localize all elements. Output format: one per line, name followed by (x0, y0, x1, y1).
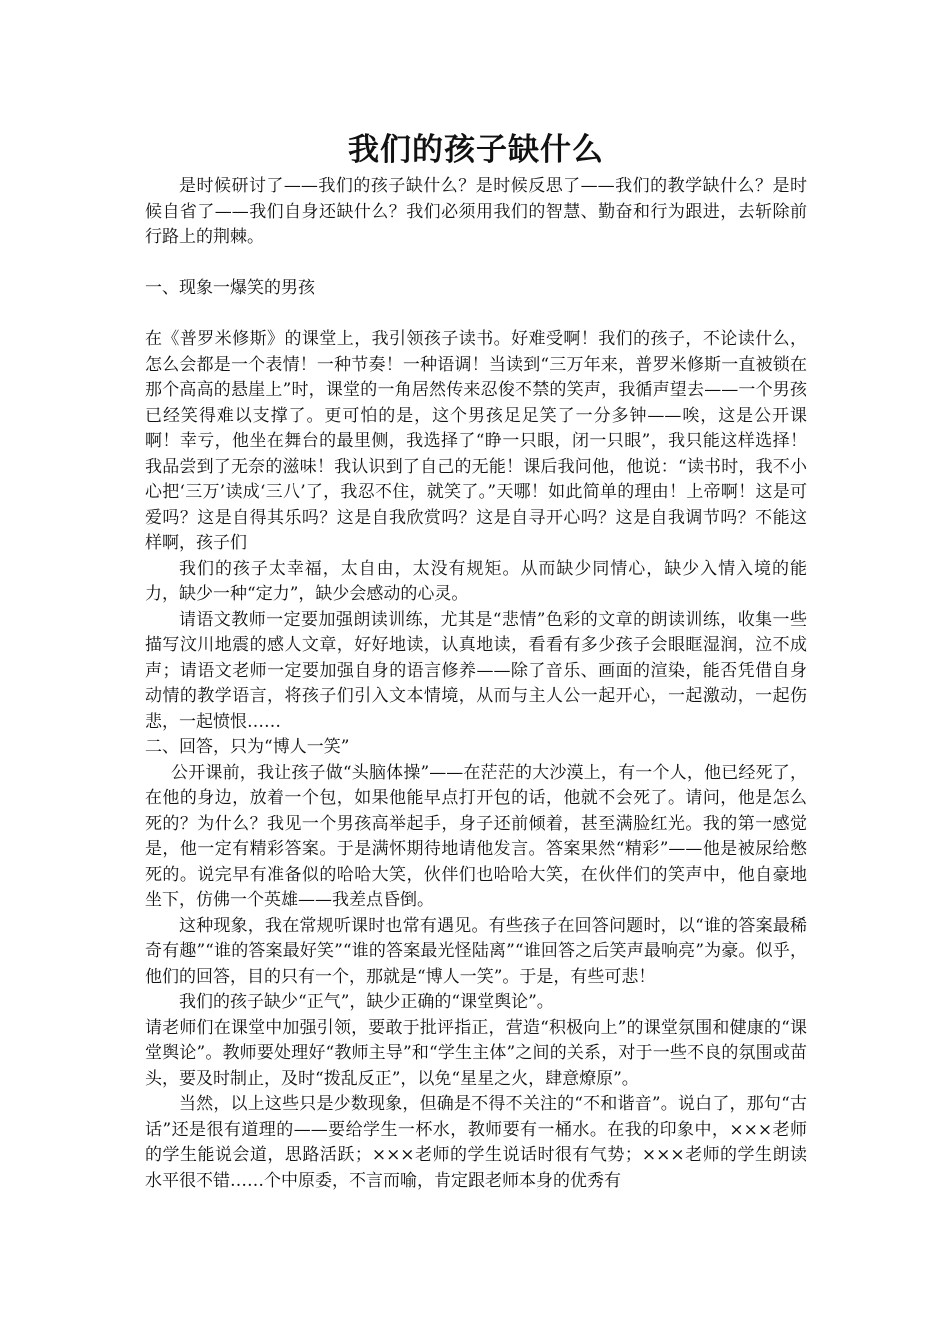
document-title: 我们的孩子缺什么 (348, 132, 604, 168)
body-paragraph: 公开课前，我让孩子做“头脑体操”——在茫茫的大沙漠上，有一个人，他已经死了，在他的身边，放着一个包，如果他能早点打开包的话，他就不会死了。请问，他是怎么死的？为什么？我见一个男孩高举起手，身子还前倾着，甚至满脸红光。我的第一感觉是，他一定有精彩答案。于是满怀期待地请他发言。答案果然“精彩”——他是被尿给憋死的。说完早有准备似的哈哈大笑，伙伴们也哈哈大笑，在伙伴们的笑声中，他自豪地坐下，仿佛一个英雄——我差点昏倒。 (145, 762, 807, 910)
document-page (145, 126, 807, 1194)
body-paragraph: 我们的孩子缺少“正气”，缺少正确的“课堂舆论”。 (179, 992, 554, 1012)
body-paragraph: 请老师们在课堂中加强引领，要敢于批评指正，营造“积极向上”的课堂氛围和健康的“课堂舆论”。教师要处理好“教师主导”和“学生主体”之间的关系，对于一些不良的氛围或苗头，要及时制止，及时“拨乱反正”，以免“星星之火，肆意燎原”。 (145, 1017, 807, 1089)
section-heading-1: 一、现象一爆笑的男孩 (145, 278, 315, 298)
blank-line (145, 302, 807, 328)
body-paragraph: 当然，以上这些只是少数现象，但确是不得不关注的“不和谐音”。说白了，那句“古话”还是很有道理的——要给学生一杯水，教师要有一桶水。在我的印象中，×××老师的学生能说会道，思路活跃；×××老师的学生说话时很有气势；×××老师的学生朗读水平很不错……个中原委，不言而喻，肯定跟老师本身的优秀有 (145, 1094, 807, 1191)
blank-line (145, 251, 807, 277)
intro-paragraph: 是时候研讨了——我们的孩子缺什么？是时候反思了——我们的教学缺什么？是时候自省了——我们自身还缺什么？我们必须用我们的智慧、勤奋和行为跟进，去斩除前行路上的荆棘。 (145, 176, 807, 247)
body-paragraph: 这种现象，我在常规听课时也常有遇见。有些孩子在回答问题时，以“谁的答案最稀奇有趣”“谁的答案最好笑”“谁的答案最光怪陆离”“谁回答之后笑声最响亮”为豪。似乎，他们的回答，目的只有一个，那就是“博人一笑”。于是，有些可悲！ (145, 915, 807, 987)
body-paragraph: 请语文教师一定要加强朗读训练，尤其是“悲情”色彩的文章的朗读训练，收集一些描写汶川地震的感人文章，好好地读，认真地读，看看有多少孩子会眼眶湿润，泣不成声；请语文老师一定要加强自身的语言修养——除了音乐、画面的渲染，能否凭借自身动情的教学语言，将孩子们引入文本情境，从而与主人公一起开心，一起激动，一起伤悲，一起愤恨…… (145, 609, 807, 732)
body-paragraph: 在《普罗米修斯》的课堂上，我引领孩子读书。好难受啊！我们的孩子，不论读什么，怎么会都是一个表情！一种节奏！一种语调！当读到“三万年来，普罗米修斯一直被锁在那个高高的悬崖上”时，课堂的一角居然传来忍俊不禁的笑声，我循声望去——一个男孩已经笑得难以支撑了。更可怕的是，这个男孩足足笑了一分多钟——唉，这是公开课啊！幸亏，他坐在舞台的最里侧，我选择了“睁一只眼，闭一只眼”，我只能这样选择！我品尝到了无奈的滋味！我认识到了自己的无能！课后我问他，他说：“读书时，我不小心把‘三万’读成‘三八’了，我忍不住，就笑了。”天哪！如此简单的理由！上帝啊！这是可爱吗？这是自得其乐吗？这是自我欣赏吗？这是自寻开心吗？这是自我调节吗？不能这样啊，孩子们 (145, 329, 807, 553)
body-paragraph: 我们的孩子太幸福，太自由，太没有规矩。从而缺少同情心，缺少入情入境的能力，缺少一种“定力”，缺少会感动的心灵。 (145, 558, 807, 604)
section-heading-2: 二、回答，只为“博人一笑” (145, 737, 350, 757)
